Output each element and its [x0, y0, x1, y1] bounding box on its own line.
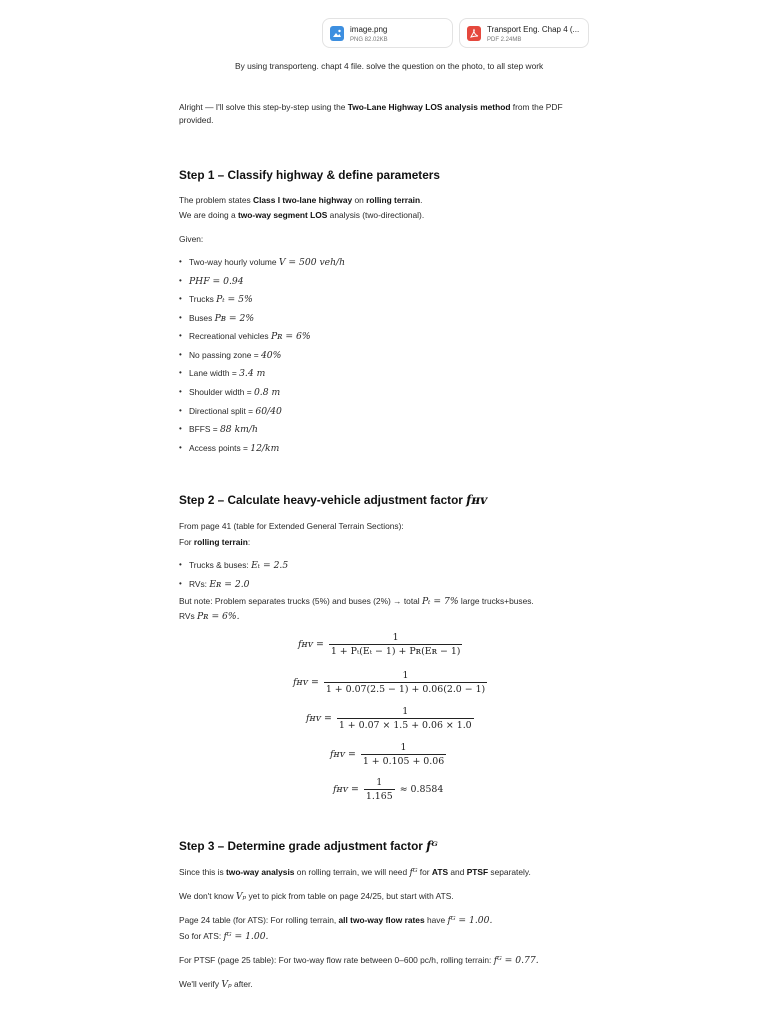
step2-heading: Step 2 – Calculate heavy-vehicle adjustment factor fʜᴠ	[179, 493, 488, 507]
step1-line2: We are doing a two-way segment LOS analysis (two-directional).	[179, 210, 425, 220]
given-item: • Directional split = 60/40	[179, 406, 282, 417]
step3-line6: We'll verify Vₚ after.	[179, 979, 253, 990]
given-item: • PHF = 0.94	[179, 276, 244, 287]
given-item: • Shoulder width = 0.8 m	[179, 387, 280, 398]
attachment-meta: PNG 82.02KB	[350, 37, 388, 43]
equation: fʜᴠ = $\frac{1}{1 + 0.07 \times 1.5 + 0.06 \times 1.0}$	[306, 706, 472, 731]
step3-line4: So for ATS: fᴳ = 1.00.	[179, 931, 269, 942]
equation: fʜᴠ = $\frac{1}{\text{1 + Pₜ(Eₜ − 1) + Pʀ(Eʀ − 1)}}$	[298, 632, 461, 657]
pce-item: • RVs: Eʀ = 2.0	[179, 579, 250, 590]
equation: fʜᴠ = $\frac{1}{1 + 0.105 + 0.06}$	[330, 742, 445, 767]
given-item: • BFFS = 88 km/h	[179, 424, 258, 435]
image-file-icon	[330, 26, 344, 41]
intro-text-end: from the PDF provided.	[179, 102, 563, 125]
pdf-file-icon	[467, 26, 481, 41]
step2-note2: RVs Pʀ = 6%.	[179, 611, 240, 622]
pce-item: • Trucks & buses: Eₜ = 2.5	[179, 560, 288, 571]
given-item: • Recreational vehicles Pʀ = 6%	[179, 331, 311, 342]
attachment-pdf-card[interactable]	[459, 18, 589, 48]
intro-bold: Two-Lane Highway LOS analysis method	[347, 102, 511, 112]
attachment-name: image.png	[350, 25, 388, 34]
step3-line3: Page 24 table (for ATS): For rolling terrain, all two-way flow rates have fᴳ = 1.00.	[179, 915, 493, 926]
equation: fʜᴠ = $\frac{1}{1.165}$ ≈ 0.8584	[333, 777, 444, 802]
attachment-meta: PDF 2.24MB	[487, 37, 522, 43]
attachment-name: Transport Eng. Chap 4 (...	[487, 25, 580, 34]
step3-heading: Step 3 – Determine grade adjustment factor fᴳ	[179, 839, 438, 853]
given-item: • No passing zone = 40%	[179, 350, 281, 361]
given-item: • Buses Pʙ = 2%	[179, 313, 254, 324]
step3-line2: We don't know Vₚ yet to pick from table on page 24/25, but start with ATS.	[179, 891, 454, 902]
given-item: • Lane width = 3.4 m	[179, 368, 265, 379]
given-item: • Trucks Pₜ = 5%	[179, 294, 253, 305]
given-item: • Access points = 12/km	[179, 443, 279, 454]
step1-heading: Step 1 – Classify highway & define parameters	[179, 168, 440, 182]
attachment-image-card[interactable]	[322, 18, 453, 48]
given-label: Given:	[179, 234, 204, 244]
step1-line1: The problem states Class I two-lane highway on rolling terrain.	[179, 195, 423, 205]
step2-note1: But note: Problem separates trucks (5%) and buses (2%) → total Pₜ = 7% large trucks+buses.	[179, 596, 534, 607]
assistant-intro	[179, 101, 589, 127]
user-message: By using transporteng. chapt 4 file. solve the question on the photo, to all step work	[235, 61, 544, 71]
step2-line2: For rolling terrain:	[179, 537, 251, 547]
step2-line1: From page 41 (table for Extended General Terrain Sections):	[179, 521, 404, 531]
step3-line1: Since this is two-way analysis on rolling terrain, we will need fᴳ for ATS and PTSF separately.	[179, 867, 531, 878]
intro-text: Alright — I'll solve this step-by-step using the	[179, 102, 348, 112]
step3-line5: For PTSF (page 25 table): For two-way flow rate between 0–600 pc/h, rolling terrain: fᴳ = 0.77.	[179, 955, 539, 966]
equation: fʜᴠ = $\frac{1}{1 + 0.07(2.5 - 1) + 0.06(2.0 - 1)}$	[293, 670, 486, 695]
given-item: • Two-way hourly volume V = 500 veh/h	[179, 257, 345, 268]
